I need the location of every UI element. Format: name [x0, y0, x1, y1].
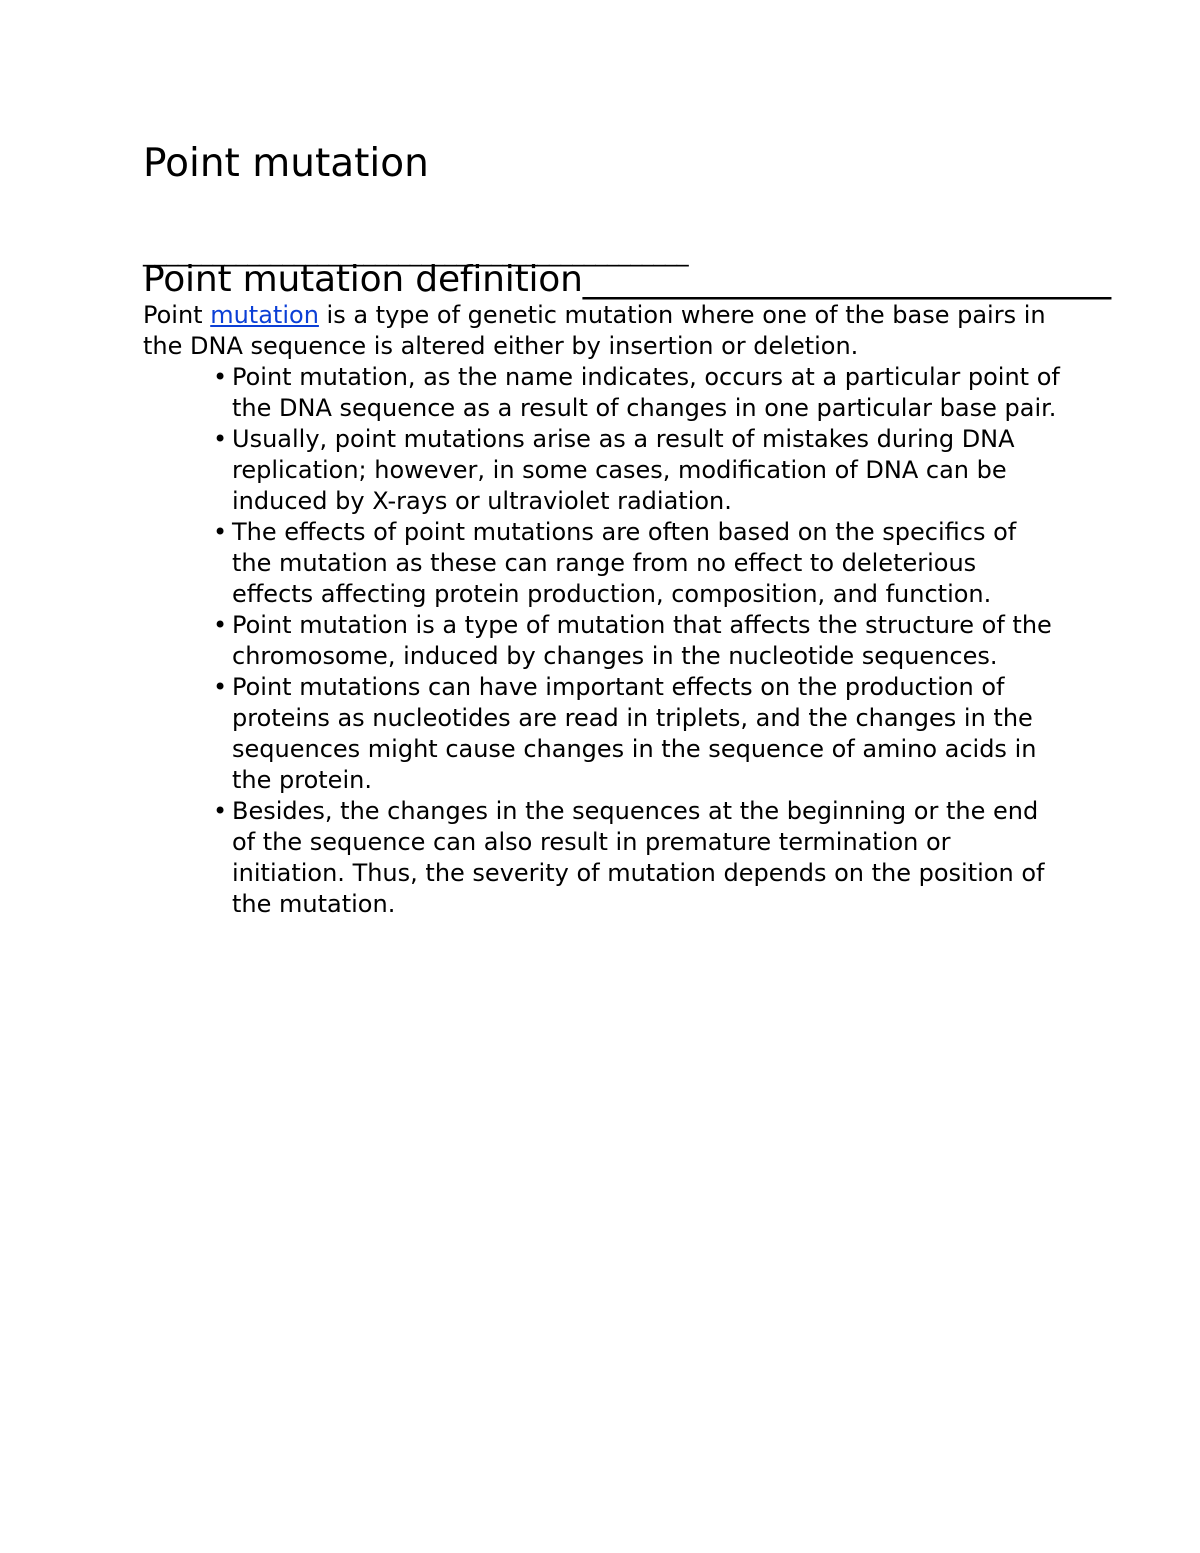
mutation-link[interactable]: mutation [210, 301, 319, 329]
document-title: Point mutation [143, 141, 429, 186]
document-page [143, 140, 1111, 920]
list-item [213, 672, 1063, 796]
horizontal-rule: _______________________________________________ [143, 239, 689, 267]
intro-paragraph [143, 300, 1063, 362]
list-item-text: Besides, the changes in the sequences at the beginning or the end of the sequence can also result in premature termination or initiation. Thus, the severity of mutation depends on the position of the mutation. [232, 797, 1045, 918]
bullet-icon: • [213, 673, 228, 701]
list-item [213, 362, 1063, 424]
list-item-text: The effects of point mutations are often based on the specifics of the mutation as these can range from no effect to deleterious effects affecting protein production, composition, and function. [232, 518, 1017, 608]
section-heading-text: Point mutation definition [143, 259, 583, 300]
bullet-icon: • [213, 363, 228, 391]
list-item [213, 796, 1063, 920]
list-item [213, 517, 1063, 610]
section-heading [143, 259, 1111, 300]
list-item-text: Usually, point mutations arise as a result of mistakes during DNA replication; however, in some cases, modification of DNA can be induced by X-rays or ultraviolet radiation. [232, 425, 1015, 515]
list-item-text: Point mutation is a type of mutation that affects the structure of the chromosome, induced by changes in the nucleotide sequences. [232, 611, 1052, 670]
bullet-icon: • [213, 425, 228, 453]
list-item-text: Point mutations can have important effects on the production of proteins as nucleotides are read in triplets, and the changes in the sequences might cause changes in the sequence of amino acids in the protein. [232, 673, 1037, 794]
list-item-text: Point mutation, as the name indicates, occurs at a particular point of the DNA sequence as a result of changes in one particular base pair. [232, 363, 1060, 422]
list-item [213, 610, 1063, 672]
list-item [213, 424, 1063, 517]
intro-after-link: is a type of genetic mutation where one of the base pairs in the DNA sequence is altered either by insertion or deletion. [143, 301, 1046, 360]
bullet-icon: • [213, 797, 228, 825]
bullet-list [143, 362, 1063, 920]
bullet-icon: • [213, 611, 228, 639]
section-heading-underline: ______________________________ [582, 259, 1111, 300]
bullet-icon: • [213, 518, 228, 546]
intro-before-link: Point [143, 301, 211, 329]
